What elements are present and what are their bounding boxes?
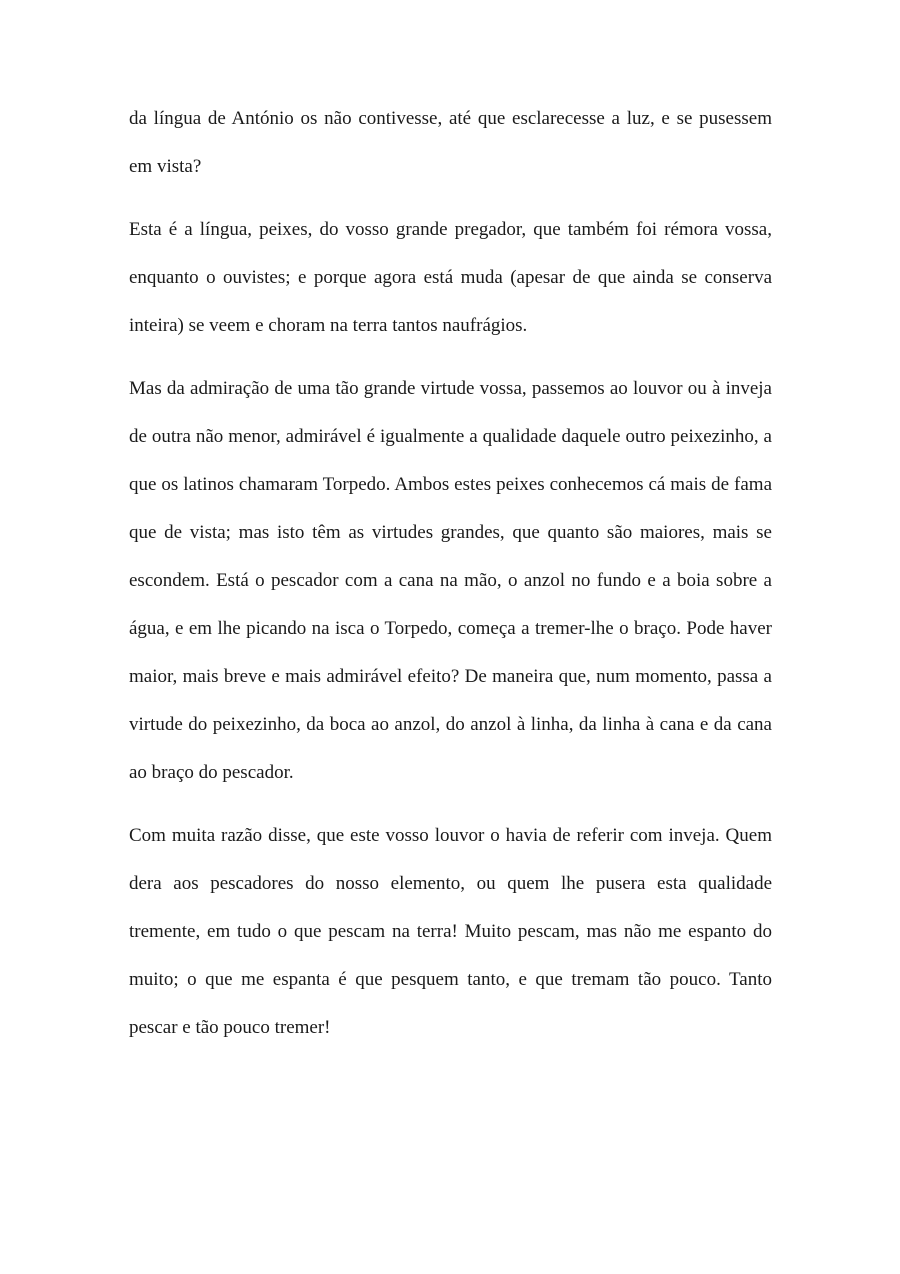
paragraph: Esta é a língua, peixes, do vosso grande pregador, que também foi rémora vossa, enquanto o ouvistes; e porque agora está muda (apesar de que ainda se conserva inteira) se veem e choram na terra tantos naufrágios.	[129, 219, 772, 336]
paragraph: da língua de António os não contivesse, até que esclarecesse a luz, e se pusessem em vista?	[129, 108, 772, 177]
paragraph: Com muita razão disse, que este vosso louvor o havia de referir com inveja. Quem dera aos pescadores do nosso elemento, ou quem lhe pusera esta qualidade tremente, em tudo o que pescam na terra! Muito pescam, mas não me espanto do muito; o que me espanta é que pesquem tanto, e que tremam tão pouco. Tanto pescar e tão pouco tremer!	[129, 825, 772, 1038]
paragraph: Mas da admiração de uma tão grande virtude vossa, passemos ao louvor ou à inveja de outra não menor, admirável é igualmente a qualidade daquele outro peixezinho, a que os latinos chamaram Torpedo. Ambos estes peixes conhecemos cá mais de fama que de vista; mas isto têm as virtudes grandes, que quanto são maiores, mais se escondem. Está o pescador com a cana na mão, o anzol no fundo e a boia sobre a água, e em lhe picando na isca o Torpedo, começa a tremer-lhe o braço. Pode haver maior, mais breve e mais admirável efeito? De maneira que, num momento, passa a virtude do peixezinho, da boca ao anzol, do anzol à linha, da linha à cana e da cana ao braço do pescador.	[129, 378, 772, 783]
